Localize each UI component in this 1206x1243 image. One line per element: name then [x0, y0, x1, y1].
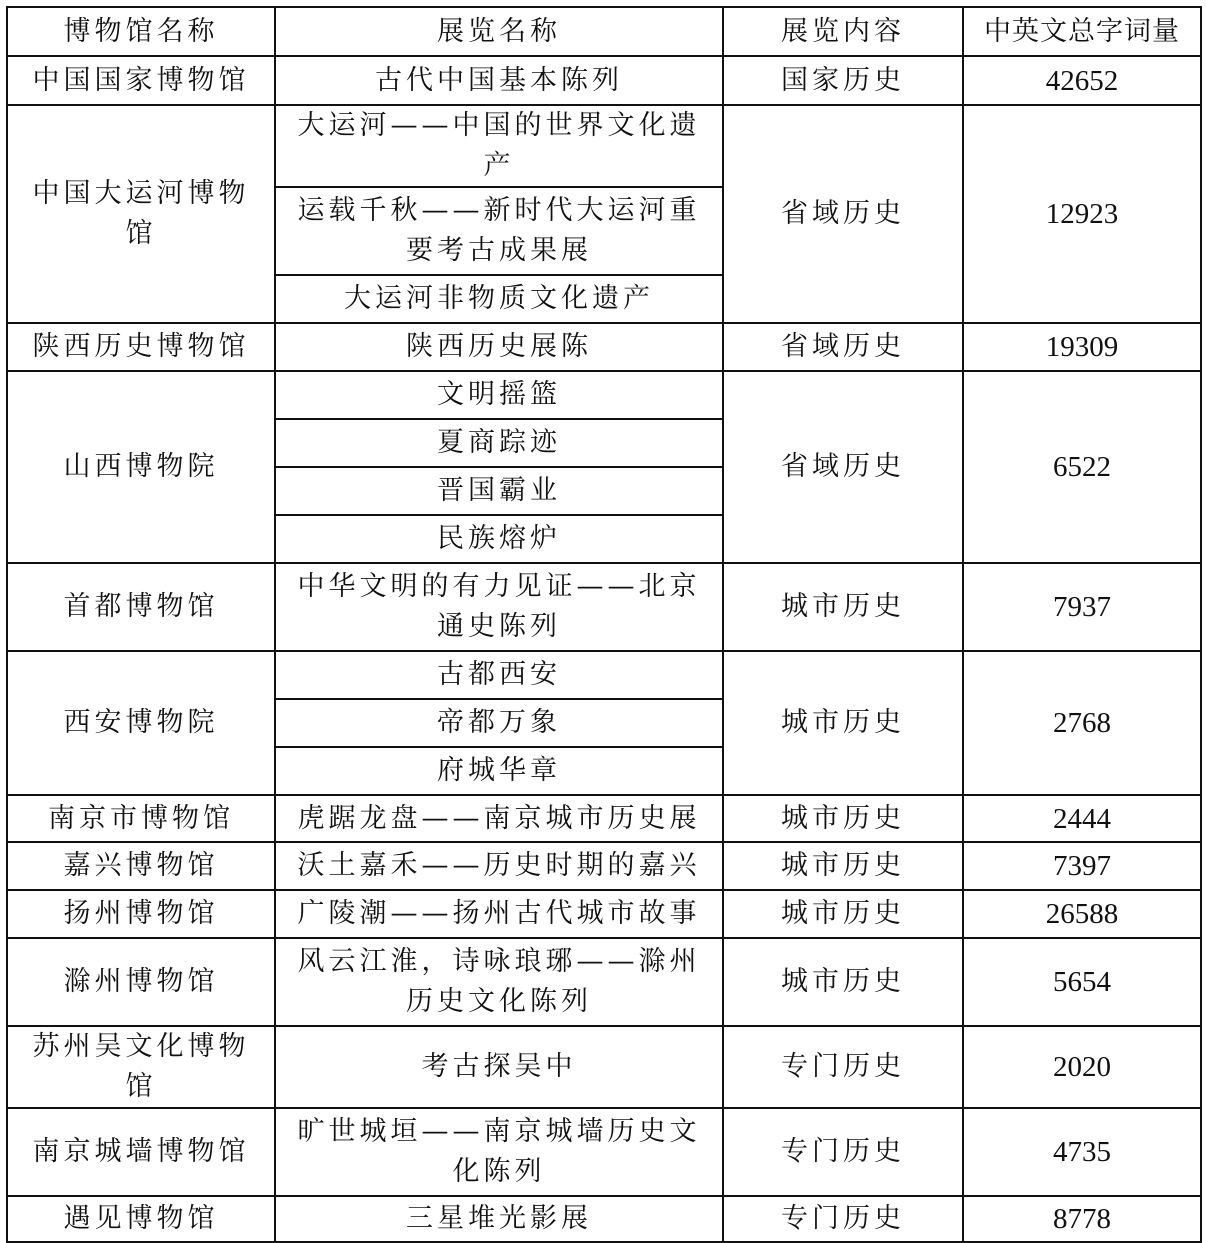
table-row	[7, 795, 1201, 842]
museum-name: 南京城墙博物馆	[7, 1108, 275, 1196]
word-count: 7937	[963, 563, 1201, 651]
museum-name: 苏州吴文化博物馆	[7, 1026, 275, 1108]
header-row	[7, 7, 1201, 56]
museum-name: 滁州博物馆	[7, 938, 275, 1026]
exhibition-name: 晋国霸业	[275, 467, 723, 515]
word-count: 6522	[963, 371, 1201, 563]
exhibition-table	[6, 6, 1202, 1243]
table-row	[7, 890, 1201, 938]
exhibition-name: 古代中国基本陈列	[275, 56, 723, 105]
exhibition-name: 帝都万象	[275, 699, 723, 747]
table-row	[7, 651, 1201, 699]
word-count: 4735	[963, 1108, 1201, 1196]
exhibition-content: 城市历史	[723, 563, 963, 651]
exhibition-name: 民族熔炉	[275, 515, 723, 563]
museum-name: 首都博物馆	[7, 563, 275, 651]
museum-name: 遇见博物馆	[7, 1196, 275, 1242]
exhibition-name: 陕西历史展陈	[275, 323, 723, 371]
word-count: 8778	[963, 1196, 1201, 1242]
exhibition-name: 大运河非物质文化遗产	[275, 275, 723, 323]
exhibition-content: 城市历史	[723, 938, 963, 1026]
museum-name: 中国大运河博物馆	[7, 105, 275, 323]
museum-name: 山西博物院	[7, 371, 275, 563]
museum-name: 中国国家博物馆	[7, 56, 275, 105]
exhibition-name: 府城华章	[275, 747, 723, 795]
exhibition-name: 大运河——中国的世界文化遗产	[275, 105, 723, 187]
exhibition-name: 夏商踪迹	[275, 419, 723, 467]
exhibition-name: 旷世城垣——南京城墙历史文化陈列	[275, 1108, 723, 1196]
table-row	[7, 105, 1201, 187]
table-row	[7, 938, 1201, 1026]
exhibition-content: 专门历史	[723, 1108, 963, 1196]
header-exhibition-name: 展览名称	[275, 7, 723, 56]
exhibition-name: 广陵潮——扬州古代城市故事	[275, 890, 723, 938]
word-count: 26588	[963, 890, 1201, 938]
exhibition-name: 中华文明的有力见证——北京通史陈列	[275, 563, 723, 651]
word-count: 19309	[963, 323, 1201, 371]
museum-name: 南京市博物馆	[7, 795, 275, 842]
exhibition-name: 古都西安	[275, 651, 723, 699]
word-count: 2020	[963, 1026, 1201, 1108]
word-count: 7397	[963, 842, 1201, 890]
exhibition-content: 国家历史	[723, 56, 963, 105]
header-word-count: 中英文总字词量	[963, 7, 1201, 56]
museum-name: 扬州博物馆	[7, 890, 275, 938]
word-count: 42652	[963, 56, 1201, 105]
museum-name: 陕西历史博物馆	[7, 323, 275, 371]
exhibition-name: 沃土嘉禾——历史时期的嘉兴	[275, 842, 723, 890]
exhibition-name: 三星堆光影展	[275, 1196, 723, 1242]
exhibition-name: 风云江淮，诗咏琅琊——滁州历史文化陈列	[275, 938, 723, 1026]
exhibition-content: 城市历史	[723, 890, 963, 938]
table-row	[7, 371, 1201, 419]
museum-name: 西安博物院	[7, 651, 275, 795]
table-row	[7, 323, 1201, 371]
exhibition-content: 城市历史	[723, 795, 963, 842]
header-exhibition-content: 展览内容	[723, 7, 963, 56]
table-row	[7, 1196, 1201, 1242]
exhibition-content: 省域历史	[723, 323, 963, 371]
word-count: 2444	[963, 795, 1201, 842]
exhibition-content: 城市历史	[723, 842, 963, 890]
museum-name: 嘉兴博物馆	[7, 842, 275, 890]
exhibition-content: 专门历史	[723, 1196, 963, 1242]
word-count: 2768	[963, 651, 1201, 795]
table-row	[7, 563, 1201, 651]
exhibition-name: 运载千秋——新时代大运河重要考古成果展	[275, 187, 723, 275]
exhibition-name: 虎踞龙盘——南京城市历史展	[275, 795, 723, 842]
exhibition-name: 考古探吴中	[275, 1026, 723, 1108]
exhibition-content: 省域历史	[723, 105, 963, 323]
header-museum-name: 博物馆名称	[7, 7, 275, 56]
word-count: 12923	[963, 105, 1201, 323]
table-row	[7, 56, 1201, 105]
table-row	[7, 842, 1201, 890]
table-row	[7, 1026, 1201, 1108]
exhibition-content: 省域历史	[723, 371, 963, 563]
exhibition-name: 文明摇篮	[275, 371, 723, 419]
table-row	[7, 1108, 1201, 1196]
exhibition-content: 专门历史	[723, 1026, 963, 1108]
word-count: 5654	[963, 938, 1201, 1026]
exhibition-content: 城市历史	[723, 651, 963, 795]
